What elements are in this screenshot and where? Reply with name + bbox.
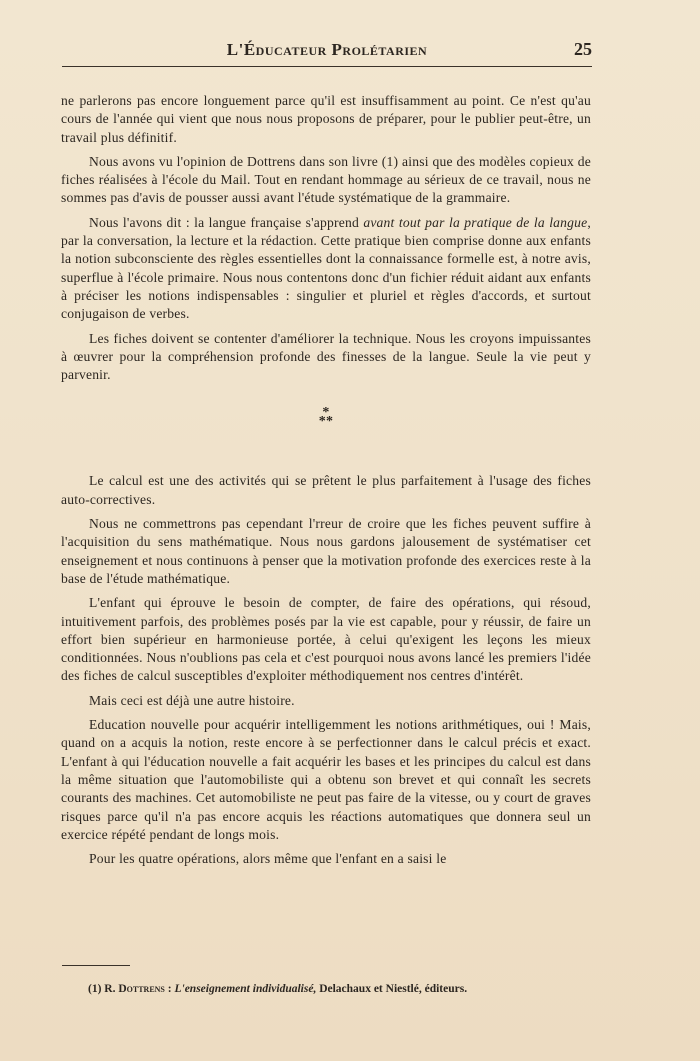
paragraph: Education nouvelle pour acquérir intelligemment les notions arithmétiques, oui ! Mais, quand on a acquis la notion, reste encore à se perfectionner dans le calcul précis et exact. L'enfant à qui l'éducation nouvelle a fait acquérir les bases et les principes du calcul est dans la même situation que l'automobiliste qui a obtenu son brevet et qui connaît les secrets courants des machines. Cet automobiliste ne peut pas faire de la vitesse, ou y court de graves risques parce qu'il n'a pas encore acquis les réactions automatiques que donnera seul un exercice répété pendant de longs mois. — [61, 717, 591, 842]
paragraph: L'enfant qui éprouve le besoin de compter, de faire des opérations, qui résoud, intuitivement parfois, des problèmes posés par la vie est capable, pour y réussir, de faire un effort bien supérieur en harmonieuse portée, à celui qu'exigent les leçons les mieux conditionnées. Nous n'oublions pas cela et c'est pourquoi nous avons lancé les premiers l'idée des fiches de calcul susceptibles d'exploiter méthodiquement nos centres d'intérêt. — [61, 595, 591, 684]
footnote-publisher: Delachaux et Niestlé, éditeurs. — [316, 983, 468, 995]
paragraph: Le calcul est une des activités qui se prêtent le plus parfaitement à l'usage des fiches auto-correctives. — [61, 473, 591, 507]
article-body — [61, 92, 591, 874]
paragraph: Les fiches doivent se contenter d'améliorer la technique. Nous les croyons impuissantes à œuvrer pour la compréhension profonde des finesses de la langue. Seule la vie peut y parvenir. — [61, 330, 591, 383]
footnote-rule — [62, 965, 130, 966]
paragraph-text: , par la conversation, la lecture et la rédaction. Cette pratique bien comprise donne aux enfants la notion subconsciente des règles essentielles dont la connaissance formelle est, à notre avis, superflue à l'école primaire. Nous nous contentons donc d'un fichier réduit aidant aux enfants à préciser les notions indispensables : singulier et pluriel et règles d'accords, et surtout conjugaison de verbes. — [61, 214, 591, 322]
section-separator: * ** — [318, 405, 334, 430]
footnote — [88, 983, 608, 995]
running-header — [62, 36, 592, 66]
paragraph: Mais ceci est déjà une autre histoire. — [89, 692, 295, 708]
footnote-work-title: L'enseignement individualisé, — [174, 983, 317, 995]
header-rule — [62, 66, 592, 67]
paragraph — [61, 214, 591, 324]
paragraph: Pour les quatre opérations, alors même que l'enfant en a saisi le — [89, 851, 447, 867]
paragraph-text: Nous l'avons dit : la langue française s'apprend — [89, 214, 364, 230]
paragraph: Nous ne commettrons pas cependant l'rreur de croire que les fiches peuvent suffire à l'acquisition du sens mathématique. Nous nous gardons jalousement de systématiser cet enseignement et nous continuons à penser que la motivation profonde des exercices reste à la base de l'étude mathématique. — [61, 516, 591, 586]
emphasis-text: avant tout par la pratique de la langue — [363, 214, 588, 230]
journal-title: L'Éducateur Prolétarien — [226, 40, 428, 59]
page-number: 25 — [574, 39, 592, 59]
footnote-separator: : — [164, 983, 175, 995]
footnote-author: Dottrens — [118, 983, 165, 995]
paragraph: ne parlerons pas encore longuement parce qu'il est insuffisamment au point. Ce n'est qu'au cours de l'année qui vient que nous nous proposons de préparer, pour le publier peut-être, un travail plus définitif. — [61, 93, 591, 145]
paragraph: Nous avons vu l'opinion de Dottrens dans son livre (1) ainsi que des modèles copieux de fiches réalisées à l'école du Mail. Tout en rendant hommage au sérieux de ce travail, nous ne sommes pas d'avis de pousser aussi avant l'étude systématique de la grammaire. — [61, 153, 591, 206]
footnote-marker: (1) R. — [88, 983, 116, 995]
